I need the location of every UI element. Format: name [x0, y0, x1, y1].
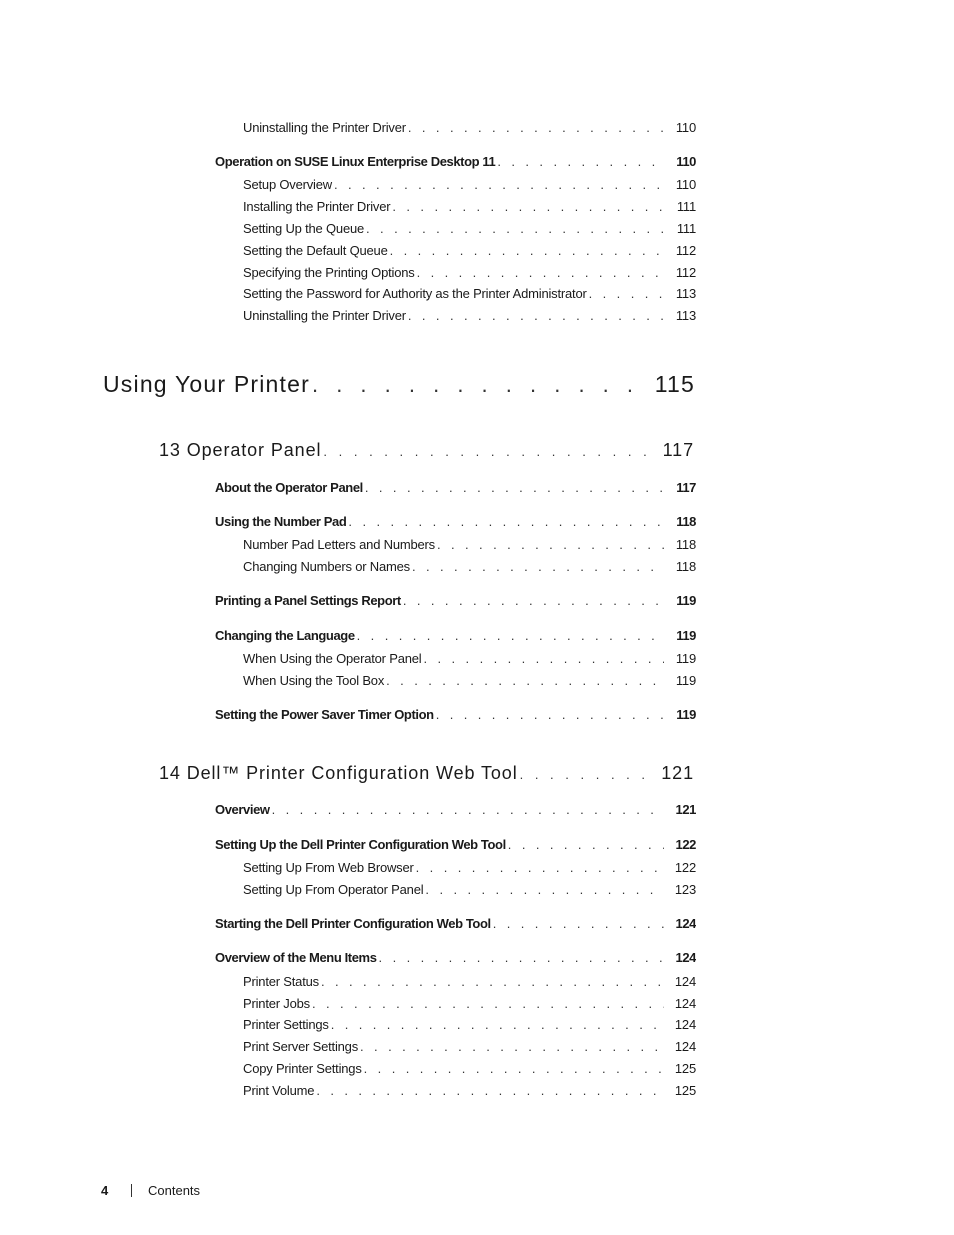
toc-entry-page: 118	[676, 514, 696, 529]
toc-entry[interactable]	[243, 1083, 696, 1098]
footer-page-number: 4	[101, 1182, 109, 1198]
toc-entry-page: 117	[662, 440, 694, 460]
dot-leader	[408, 308, 664, 323]
dot-leader	[379, 950, 664, 965]
toc-entry[interactable]	[243, 1061, 696, 1076]
toc-entry-title: Changing the Language	[215, 628, 355, 643]
toc-entry-title: Print Volume	[243, 1083, 315, 1098]
toc-entry-title: 14 Dell™ Printer Configuration Web Tool	[159, 763, 518, 783]
toc-entry-page: 122	[674, 860, 696, 875]
dot-leader	[312, 372, 653, 398]
toc-entry-title: About the Operator Panel	[215, 480, 363, 495]
toc-entry-title: Operation on SUSE Linux Enterprise Desktop 11	[215, 154, 496, 169]
toc-entry-page: 122	[675, 837, 696, 852]
dot-leader	[348, 514, 664, 529]
toc-entry-page: 124	[674, 1017, 696, 1032]
dot-leader	[365, 480, 664, 495]
toc-entry-page: 118	[675, 559, 696, 574]
dot-leader	[408, 120, 664, 135]
toc-entry-page: 119	[676, 628, 696, 643]
dot-leader	[316, 1083, 664, 1098]
toc-entry-page: 112	[675, 265, 696, 280]
toc-entry[interactable]	[243, 177, 696, 192]
toc-chapter-entry[interactable]	[159, 440, 694, 461]
toc-entry-page: 111	[676, 199, 696, 214]
dot-leader	[312, 996, 664, 1011]
toc-entry-title: Using Your Printer	[103, 371, 310, 397]
toc-entry[interactable]	[215, 837, 696, 852]
toc-entry-page: 110	[675, 177, 696, 192]
dot-leader	[437, 537, 664, 552]
toc-entry-page: 113	[675, 286, 696, 301]
dot-leader	[272, 802, 664, 817]
toc-chapter-entry[interactable]	[159, 763, 694, 784]
dot-leader	[323, 444, 654, 459]
dot-leader	[497, 154, 664, 169]
toc-entry-page: 125	[674, 1083, 696, 1098]
toc-entry-title: Overview of the Menu Items	[215, 950, 377, 965]
toc-entry-page: 119	[676, 593, 696, 608]
toc-entry[interactable]	[215, 950, 696, 965]
toc-entry-title: Setting Up From Web Browser	[243, 860, 414, 875]
toc-entry-title: Uninstalling the Printer Driver	[243, 308, 406, 323]
toc-entry[interactable]	[215, 593, 696, 608]
toc-entry-page: 110	[676, 154, 696, 169]
toc-entry[interactable]	[215, 628, 696, 643]
dot-leader	[364, 1061, 664, 1076]
toc-entry-title: Uninstalling the Printer Driver	[243, 120, 406, 135]
toc-entry-page: 113	[675, 308, 696, 323]
dot-leader	[403, 593, 664, 608]
toc-entry-page: 119	[676, 707, 696, 722]
dot-leader	[321, 974, 664, 989]
dot-leader	[436, 707, 664, 722]
toc-entry[interactable]	[243, 120, 696, 135]
toc-entry[interactable]	[243, 996, 696, 1011]
toc-entry-title: Copy Printer Settings	[243, 1061, 362, 1076]
toc-entry-page: 121	[661, 763, 694, 783]
toc-entry-title: 13 Operator Panel	[159, 440, 322, 460]
toc-entry[interactable]	[243, 308, 696, 323]
dot-leader	[331, 1017, 664, 1032]
toc-entry[interactable]	[243, 199, 696, 214]
toc-entry-title: Starting the Dell Printer Configuration Web Tool	[215, 916, 491, 931]
toc-entry[interactable]	[243, 221, 696, 236]
dot-leader	[386, 673, 664, 688]
toc-entry[interactable]	[215, 480, 696, 495]
toc-entry-page: 119	[675, 651, 696, 666]
toc-entry[interactable]	[243, 286, 696, 301]
toc-entry[interactable]	[243, 1039, 696, 1054]
dot-leader	[423, 651, 664, 666]
toc-entry-page: 124	[675, 916, 696, 931]
toc-entry-page: 115	[654, 371, 695, 397]
toc-entry[interactable]	[243, 882, 696, 897]
toc-entry-title: Printing a Panel Settings Report	[215, 593, 401, 608]
toc-entry-title: Printer Jobs	[243, 996, 310, 1011]
toc-entry[interactable]	[243, 974, 696, 989]
toc-entry-title: Setting Up the Dell Printer Configuration Web Tool	[215, 837, 506, 852]
footer-section-label: Contents	[148, 1182, 201, 1198]
dot-leader	[589, 286, 664, 301]
toc-entry-page: 125	[674, 1061, 696, 1076]
toc-entry-page: 124	[674, 1039, 696, 1054]
dot-leader	[425, 882, 664, 897]
toc-entry-title: Printer Settings	[243, 1017, 329, 1032]
dot-leader	[366, 221, 664, 236]
dot-leader	[390, 243, 664, 258]
toc-entry-title: Setting the Default Queue	[243, 243, 388, 258]
toc-entry[interactable]	[215, 514, 696, 529]
toc-entry-title: Using the Number Pad	[215, 514, 347, 529]
toc-entry-title: Setup Overview	[243, 177, 332, 192]
toc-entry[interactable]	[243, 860, 696, 875]
dot-leader	[334, 177, 664, 192]
toc-entry-page: 121	[675, 802, 696, 817]
toc-entry-page: 124	[675, 950, 696, 965]
dot-leader	[520, 767, 654, 782]
toc-entry[interactable]	[243, 673, 696, 688]
dot-leader	[416, 860, 664, 875]
dot-leader	[493, 916, 664, 931]
toc-entry-page: 112	[675, 243, 696, 258]
toc-entry[interactable]	[215, 154, 696, 169]
toc-entry-title: When Using the Tool Box	[243, 673, 385, 688]
toc-entry[interactable]	[243, 243, 696, 258]
toc-entry-page: 123	[674, 882, 696, 897]
toc-entry-title: Number Pad Letters and Numbers	[243, 537, 435, 552]
dot-leader	[392, 199, 664, 214]
toc-entry[interactable]	[243, 265, 696, 280]
toc-part-entry[interactable]	[103, 371, 695, 398]
dot-leader	[360, 1039, 664, 1054]
toc-entry-title: Printer Status	[243, 974, 319, 989]
dot-leader	[508, 837, 664, 852]
toc-entry[interactable]	[243, 1017, 696, 1032]
toc-entry-page: 124	[674, 996, 696, 1011]
toc-entry-page: 118	[675, 537, 696, 552]
footer-divider	[131, 1184, 132, 1197]
dot-leader	[412, 559, 664, 574]
toc-entry[interactable]	[215, 916, 696, 931]
toc-entry-page: 111	[676, 221, 696, 236]
toc-entry[interactable]	[243, 559, 696, 574]
toc-entry[interactable]	[215, 802, 696, 817]
toc-entry-title: Setting Up the Queue	[243, 221, 365, 236]
toc-entry-page: 119	[675, 673, 696, 688]
dot-leader	[357, 628, 664, 643]
page-footer	[101, 1181, 200, 1199]
toc-entry-title: Print Server Settings	[243, 1039, 359, 1054]
toc-entry[interactable]	[215, 707, 696, 722]
toc-entry-title: Installing the Printer Driver	[243, 199, 391, 214]
toc-entry-page: 117	[676, 480, 696, 495]
toc-entry-page: 110	[675, 120, 696, 135]
toc-entry[interactable]	[243, 537, 696, 552]
toc-entry-title: Overview	[215, 802, 270, 817]
dot-leader	[417, 265, 664, 280]
toc-entry[interactable]	[243, 651, 696, 666]
toc-entry-title: Setting the Power Saver Timer Option	[215, 707, 434, 722]
toc-entry-title: Setting the Password for Authority as the Printer Administrator	[243, 286, 587, 301]
toc-entry-title: When Using the Operator Panel	[243, 651, 422, 666]
toc-entry-title: Setting Up From Operator Panel	[243, 882, 424, 897]
toc-entry-title: Specifying the Printing Options	[243, 265, 415, 280]
toc-entry-page: 124	[674, 974, 696, 989]
toc-entry-title: Changing Numbers or Names	[243, 559, 410, 574]
